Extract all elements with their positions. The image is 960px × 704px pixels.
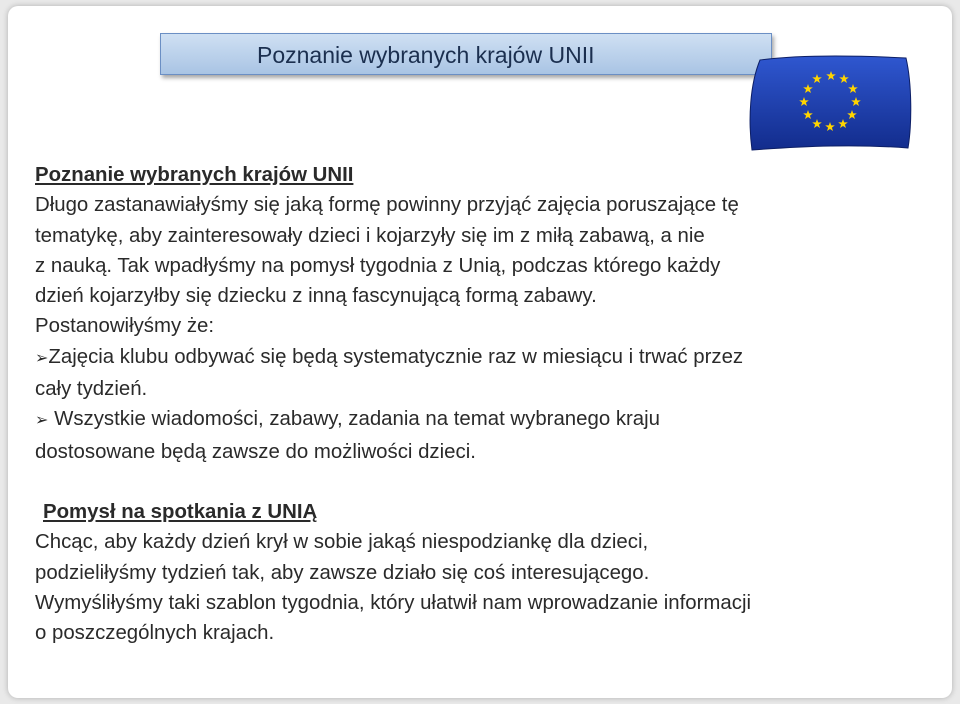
paragraph-line: o poszczególnych krajach. bbox=[35, 622, 275, 645]
paragraph-line: z nauką. Tak wpadłyśmy na pomysł tygodnia z Unią, podczas którego każdy bbox=[35, 254, 721, 277]
eu-flag-icon bbox=[746, 54, 916, 154]
paragraph-line: Chcąc, aby każdy dzień krył w sobie jakąś niespodziankę dla dzieci, bbox=[35, 531, 649, 554]
bullet-text: Wszystkie wiadomości, zabawy, zadania na temat wybranego kraju bbox=[48, 408, 661, 431]
section2-heading: Pomysł na spotkania z UNIĄ bbox=[43, 500, 318, 523]
title-box bbox=[160, 33, 772, 75]
bullet-continuation: cały tydzień. bbox=[35, 378, 148, 401]
paragraph-line: Postanowiłyśmy że: bbox=[35, 315, 215, 338]
bullet-text: Zajęcia klubu odbywać się będą systematycznie raz w miesiącu i trwać przez bbox=[48, 345, 744, 368]
paragraph-line: tematykę, aby zainteresowały dzieci i kojarzyły się im z miłą zabawą, a nie bbox=[35, 224, 705, 247]
slide bbox=[8, 6, 952, 698]
paragraph-line: dzień kojarzyłby się dziecku z inną fascynującą formą zabawy. bbox=[35, 285, 597, 308]
bullet-item-2 bbox=[35, 404, 935, 436]
slide-title: Poznanie wybranych krajów UNII bbox=[257, 42, 595, 68]
slide-content bbox=[35, 160, 935, 648]
arrow-bullet-icon: ➢ bbox=[35, 349, 49, 367]
bullet-continuation: dostosowane będą zawsze do możliwości dzieci. bbox=[35, 440, 476, 463]
bullet-item-1 bbox=[35, 342, 935, 374]
paragraph-line: podzieliłyśmy tydzień tak, aby zawsze działo się coś interesującego. bbox=[35, 561, 650, 584]
arrow-bullet-icon: ➢ bbox=[35, 412, 49, 430]
paragraph-line: Wymyśliłyśmy taki szablon tygodnia, który ułatwił nam wprowadzanie informacji bbox=[35, 591, 752, 614]
section1-heading: Poznanie wybranych krajów UNII bbox=[35, 164, 354, 186]
paragraph-line: Długo zastanawiałyśmy się jaką formę powinny przyjąć zajęcia poruszające tę bbox=[35, 194, 739, 217]
